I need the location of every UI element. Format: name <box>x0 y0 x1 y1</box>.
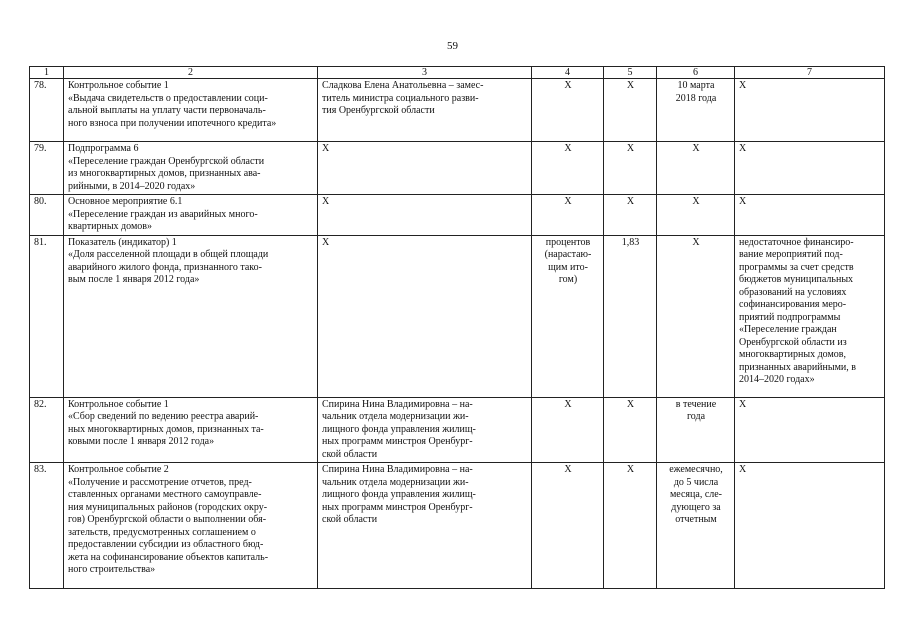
deadline-cell-line: года <box>686 411 706 422</box>
unit-cell-line: X <box>564 80 572 91</box>
event-name-line: квартирных домов» <box>68 221 152 232</box>
table-row <box>30 463 885 589</box>
event-name-line: «Получение и рассмотрение отчетов, пред- <box>68 476 252 488</box>
event-name-line: вым после 1 января 2012 года» <box>68 274 200 285</box>
responsible-person-line: Спирина Нина Владимировна – на- <box>322 464 473 475</box>
responsible-person-line: ных программ минстроя Оренбург- <box>322 501 473 513</box>
note-cell-line: Оренбургской области из <box>739 336 847 348</box>
event-name-line: Контрольное событие 2 <box>68 464 169 475</box>
event-name <box>64 195 318 236</box>
note-cell <box>735 142 885 195</box>
event-name-line: аварийного жилого фонда, признанного тако- <box>68 261 262 273</box>
event-name-line: ния муниципальных районов (городских окру- <box>68 501 268 513</box>
deadline-cell-line: месяца, сле- <box>669 489 723 500</box>
value-cell: X <box>604 195 657 236</box>
table-row <box>30 397 885 463</box>
note-cell <box>735 79 885 142</box>
responsible-person-line: X <box>322 143 330 154</box>
unit-cell-line: (нарастаю- <box>544 249 592 260</box>
event-name <box>64 79 318 142</box>
event-name-line: Контрольное событие 1 <box>68 80 169 91</box>
note-cell-line: многоквартирных домов, <box>739 349 847 360</box>
value-cell: X <box>604 79 657 142</box>
header-cell: 6 <box>657 67 735 79</box>
responsible-person-line: чальник отдела модернизации жи- <box>322 476 469 488</box>
note-cell-line: недостаточное финансиро- <box>739 236 854 248</box>
event-name-line: из многоквартирных домов, признанных ава- <box>68 168 261 179</box>
unit-cell <box>532 397 604 463</box>
responsible-person <box>318 142 532 195</box>
event-name-line: жета на софинансирование объектов капиталь- <box>68 551 269 563</box>
note-cell-line: X <box>739 143 747 154</box>
event-name-line: «Выдача свидетельств о предоставлении соци- <box>68 92 268 104</box>
responsible-person <box>318 195 532 236</box>
note-cell-line: бюджетов муниципальных <box>739 274 854 285</box>
deadline-cell <box>657 397 735 463</box>
note-cell-line: X <box>739 196 747 207</box>
event-name <box>64 463 318 589</box>
event-name-line: гов) Оренбургской области о выполнении обя- <box>68 514 267 525</box>
header-cell: 2 <box>64 67 318 79</box>
row-number: 78. <box>30 79 64 142</box>
unit-cell-line: процентов <box>545 236 591 248</box>
responsible-person-line: лищного фонда управления жилищ- <box>322 423 476 435</box>
header-cell: 5 <box>604 67 657 79</box>
note-cell-line: X <box>739 398 747 410</box>
responsible-person-line: титель министра социального разви- <box>322 92 479 104</box>
event-name-line: Показатель (индикатор) 1 <box>68 236 177 248</box>
event-name-line: ного строительства» <box>68 564 156 575</box>
unit-cell <box>532 79 604 142</box>
unit-cell-line: X <box>564 398 572 410</box>
event-name-line: ковыми после 1 января 2012 года» <box>68 436 215 447</box>
event-name-line: Контрольное событие 1 <box>68 398 169 410</box>
note-cell <box>735 195 885 236</box>
note-cell-line: вание мероприятий под- <box>739 249 843 260</box>
value-cell: X <box>604 397 657 463</box>
deadline-cell-line: дующего за <box>671 501 721 513</box>
unit-cell-line: гом) <box>558 274 578 285</box>
header-cell: 4 <box>532 67 604 79</box>
event-name-line: ного взноса при получении ипотечного кредита» <box>68 117 277 129</box>
deadline-cell <box>657 195 735 236</box>
responsible-person-line: X <box>322 236 330 248</box>
responsible-person <box>318 235 532 397</box>
row-number: 79. <box>30 142 64 195</box>
deadline-cell <box>657 142 735 195</box>
deadline-cell <box>657 235 735 397</box>
table-row <box>30 235 885 397</box>
responsible-person-line: ской области <box>322 448 378 460</box>
note-cell <box>735 463 885 589</box>
note-cell-line: X <box>739 80 747 91</box>
note-cell-line: 2014–2020 годах» <box>739 374 815 385</box>
deadline-cell-line: X <box>692 143 700 154</box>
responsible-person-line: чальник отдела модернизации жи- <box>322 411 469 422</box>
note-cell <box>735 397 885 463</box>
responsible-person-line: X <box>322 196 330 207</box>
table-row <box>30 195 885 236</box>
event-name <box>64 235 318 397</box>
event-name-line: «Сбор сведений по ведению реестра аварий- <box>68 411 259 422</box>
deadline-cell-line: отчетным <box>675 514 717 525</box>
deadline-cell-line: ежемесячно, <box>669 464 723 475</box>
responsible-person-line: ных программ минстроя Оренбург- <box>322 436 473 447</box>
event-name-line: зательств, предусмотренных соглашением о <box>68 526 256 538</box>
value-cell: X <box>604 142 657 195</box>
event-name-line: Подпрограмма 6 <box>68 143 139 154</box>
unit-cell <box>532 142 604 195</box>
note-cell-line: софинансирования меро- <box>739 299 847 310</box>
header-cell: 3 <box>318 67 532 79</box>
event-name-line: ных многоквартирных домов, признанных та- <box>68 423 264 435</box>
page-number: 59 <box>447 40 458 52</box>
responsible-person-line: Спирина Нина Владимировна – на- <box>322 398 473 410</box>
table-body <box>30 79 885 589</box>
event-name-line: рийными, в 2014–2020 годах» <box>68 180 196 192</box>
value-cell: X <box>604 463 657 589</box>
row-number: 80. <box>30 195 64 236</box>
deadline-cell-line: в течение <box>675 398 717 410</box>
unit-cell <box>532 463 604 589</box>
event-name-line: «Переселение граждан из аварийных много- <box>68 208 258 220</box>
responsible-person <box>318 463 532 589</box>
note-cell-line: признанных аварийными, в <box>739 361 857 373</box>
event-name-line: «Переселение граждан Оренбургской области <box>68 155 265 167</box>
note-cell-line: образований на условиях <box>739 286 847 298</box>
deadline-cell-line: X <box>692 236 700 248</box>
note-cell-line: приятий подпрограммы <box>739 311 841 323</box>
responsible-person-line: ской области <box>322 514 378 525</box>
deadline-cell <box>657 79 735 142</box>
row-number: 82. <box>30 397 64 463</box>
event-name-line: Основное мероприятие 6.1 <box>68 196 183 207</box>
responsible-person-line: тия Оренбургской области <box>322 105 435 116</box>
header-row <box>30 67 885 79</box>
deadline-cell <box>657 463 735 589</box>
event-name-line: ставленных органами местного самоуправле- <box>68 489 262 500</box>
unit-cell <box>532 195 604 236</box>
program-table <box>29 66 885 589</box>
unit-cell-line: щим ито- <box>548 261 588 273</box>
header-cell: 1 <box>30 67 64 79</box>
responsible-person <box>318 79 532 142</box>
row-number: 81. <box>30 235 64 397</box>
note-cell-line: X <box>739 464 747 475</box>
deadline-cell-line: X <box>692 196 700 207</box>
unit-cell <box>532 235 604 397</box>
unit-cell-line: X <box>564 464 572 475</box>
deadline-cell-line: 10 марта <box>677 80 715 91</box>
event-name-line: предоставлении субсидии из областного бюд- <box>68 539 264 550</box>
deadline-cell-line: до 5 числа <box>673 476 719 488</box>
unit-cell-line: X <box>564 196 572 207</box>
note-cell-line: программы за счет средств <box>739 261 854 273</box>
table-row <box>30 79 885 142</box>
event-name-line: «Доля расселенной площади в общей площади <box>68 249 269 260</box>
event-name-line: альной выплаты на уплату части первоначаль- <box>68 105 266 116</box>
note-cell <box>735 235 885 397</box>
responsible-person-line: лищного фонда управления жилищ- <box>322 489 476 500</box>
table-row <box>30 142 885 195</box>
responsible-person-line: Сладкова Елена Анатольевна – замес- <box>322 80 484 91</box>
unit-cell-line: X <box>564 143 572 154</box>
note-cell-line: «Переселение граждан <box>739 324 837 335</box>
event-name <box>64 397 318 463</box>
header-cell: 7 <box>735 67 885 79</box>
responsible-person <box>318 397 532 463</box>
value-cell: 1,83 <box>604 235 657 397</box>
row-number: 83. <box>30 463 64 589</box>
event-name <box>64 142 318 195</box>
deadline-cell-line: 2018 года <box>675 92 717 104</box>
